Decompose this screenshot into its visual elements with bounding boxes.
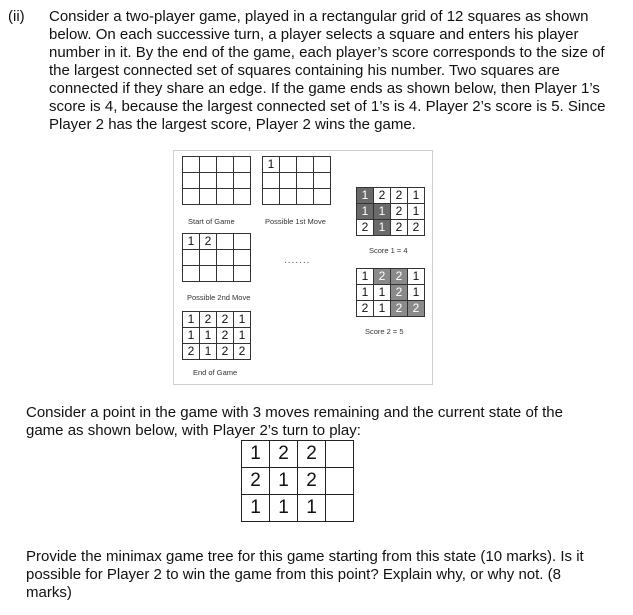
grid-row [242,495,354,522]
grid-row [183,250,251,266]
grid-cell: 1 [263,157,280,173]
grid-cell: 2 [408,220,425,236]
grid-row [183,312,251,328]
grid-cell: 2 [298,441,326,468]
grid-cell [183,173,200,189]
grid-row [263,157,331,173]
grid-cell: 1 [270,468,298,495]
grid-cell: 1 [234,312,251,328]
grid-cell [183,250,200,266]
grid-row [357,301,425,317]
second-move-caption: Possible 2nd Move [187,293,251,302]
score1-caption: Score 1 = 4 [369,246,408,255]
grid-cell [280,189,297,205]
grid-cell [297,173,314,189]
grid-cell [326,495,354,522]
grid-cell: 1 [374,220,391,236]
grid-cell [200,157,217,173]
grid-cell: 1 [408,188,425,204]
grid-cell: 1 [183,234,200,250]
grid-cell [263,189,280,205]
grid-cell: 1 [270,495,298,522]
second-move-grid [182,233,251,282]
grid-row [263,189,331,205]
question-paragraph: Consider a point in the game with 3 moves remaining and the current state of the game as shown below, with Player 2’s turn to play: [26,404,563,439]
grid-cell: 1 [183,328,200,344]
grid-cell: 1 [374,301,391,317]
grid-cell: 1 [408,285,425,301]
grid-row [263,173,331,189]
grid-cell: 1 [357,269,374,285]
grid-row [357,220,425,236]
grid-cell [217,173,234,189]
grid-cell: 1 [408,204,425,220]
section-label: (ii) [8,8,25,25]
end-caption: End of Game [193,368,238,377]
grid-cell [217,157,234,173]
grid-cell: 1 [200,328,217,344]
final-question-paragraph: Provide the minimax game tree for this game starting from this state (10 marks). Is it possible for Player 2 to win the game from this point? Explain why, or why not. (8 marks) [26,548,584,601]
grid-row [183,189,251,205]
end-grid [182,311,251,360]
grid-cell [326,468,354,495]
grid-cell: 2 [270,441,298,468]
first-move-caption: Possible 1st Move [265,217,326,226]
grid-cell: 2 [217,344,234,360]
grid-cell: 2 [357,220,374,236]
grid-cell [217,266,234,282]
grid-cell [183,189,200,205]
grid-cell: 2 [391,285,408,301]
grid-cell: 2 [200,234,217,250]
grid-cell: 2 [408,301,425,317]
score2-grid [356,268,425,317]
grid-cell: 2 [217,312,234,328]
start-grid [182,156,251,205]
grid-cell: 1 [357,204,374,220]
grid-row [357,269,425,285]
grid-cell [234,250,251,266]
grid-row [183,234,251,250]
grid-row [183,328,251,344]
grid-row [357,204,425,220]
score1-grid [356,187,425,236]
grid-cell: 1 [357,285,374,301]
grid-cell [314,173,331,189]
grid-cell: 1 [374,204,391,220]
ellipsis: ....... [284,255,311,266]
grid-cell: 2 [183,344,200,360]
grid-cell: 1 [242,441,270,468]
grid-cell: 1 [357,188,374,204]
grid-cell [314,157,331,173]
start-caption: Start of Game [188,217,235,226]
grid-cell [297,189,314,205]
grid-cell [217,189,234,205]
grid-cell: 1 [234,328,251,344]
grid-cell: 1 [242,495,270,522]
grid-row [183,157,251,173]
grid-row [183,266,251,282]
grid-cell: 2 [391,301,408,317]
grid-cell [234,157,251,173]
grid-cell [234,173,251,189]
grid-cell: 1 [183,312,200,328]
grid-cell: 2 [391,269,408,285]
grid-cell: 2 [217,328,234,344]
grid-cell: 1 [408,269,425,285]
grid-cell: 1 [298,495,326,522]
grid-cell: 2 [391,220,408,236]
grid-row [242,468,354,495]
grid-cell [200,266,217,282]
grid-cell [217,234,234,250]
grid-cell [234,189,251,205]
grid-cell [200,250,217,266]
first-move-grid [262,156,331,205]
grid-cell [280,157,297,173]
game-example-figure [173,150,433,385]
grid-row [183,344,251,360]
grid-cell: 1 [200,344,217,360]
grid-row [242,441,354,468]
grid-row [183,173,251,189]
grid-cell: 2 [242,468,270,495]
grid-cell: 2 [391,188,408,204]
grid-row [357,188,425,204]
grid-cell: 2 [374,188,391,204]
current-state-grid [241,440,354,522]
grid-cell: 2 [200,312,217,328]
grid-cell [217,250,234,266]
grid-cell [263,173,280,189]
score2-caption: Score 2 = 5 [365,327,404,336]
grid-cell [234,266,251,282]
grid-cell [280,173,297,189]
grid-cell [234,234,251,250]
grid-cell [183,266,200,282]
grid-cell [326,441,354,468]
grid-cell: 1 [374,285,391,301]
grid-cell: 2 [234,344,251,360]
grid-cell: 2 [391,204,408,220]
grid-cell [314,189,331,205]
intro-paragraph: Consider a two-player game, played in a rectangular grid of 12 squares as shown below. On each successive turn, a player selects a square and enters his player number in it. By the end of the game, each player’s score corresponds to the size of the largest connected set of squares containing his number. Two squares are connected if they share an edge. If the game ends as shown below, then Player 1’s score is 4, because the largest connected set of 1’s is 4. Player 2’s score is 5. Since Player 2 has the largest score, Player 2 wins the game. [49,8,606,133]
grid-cell [200,173,217,189]
grid-cell: 2 [357,301,374,317]
grid-cell: 2 [298,468,326,495]
grid-cell: 2 [374,269,391,285]
grid-cell [200,189,217,205]
grid-cell [183,157,200,173]
grid-cell [297,157,314,173]
grid-row [357,285,425,301]
